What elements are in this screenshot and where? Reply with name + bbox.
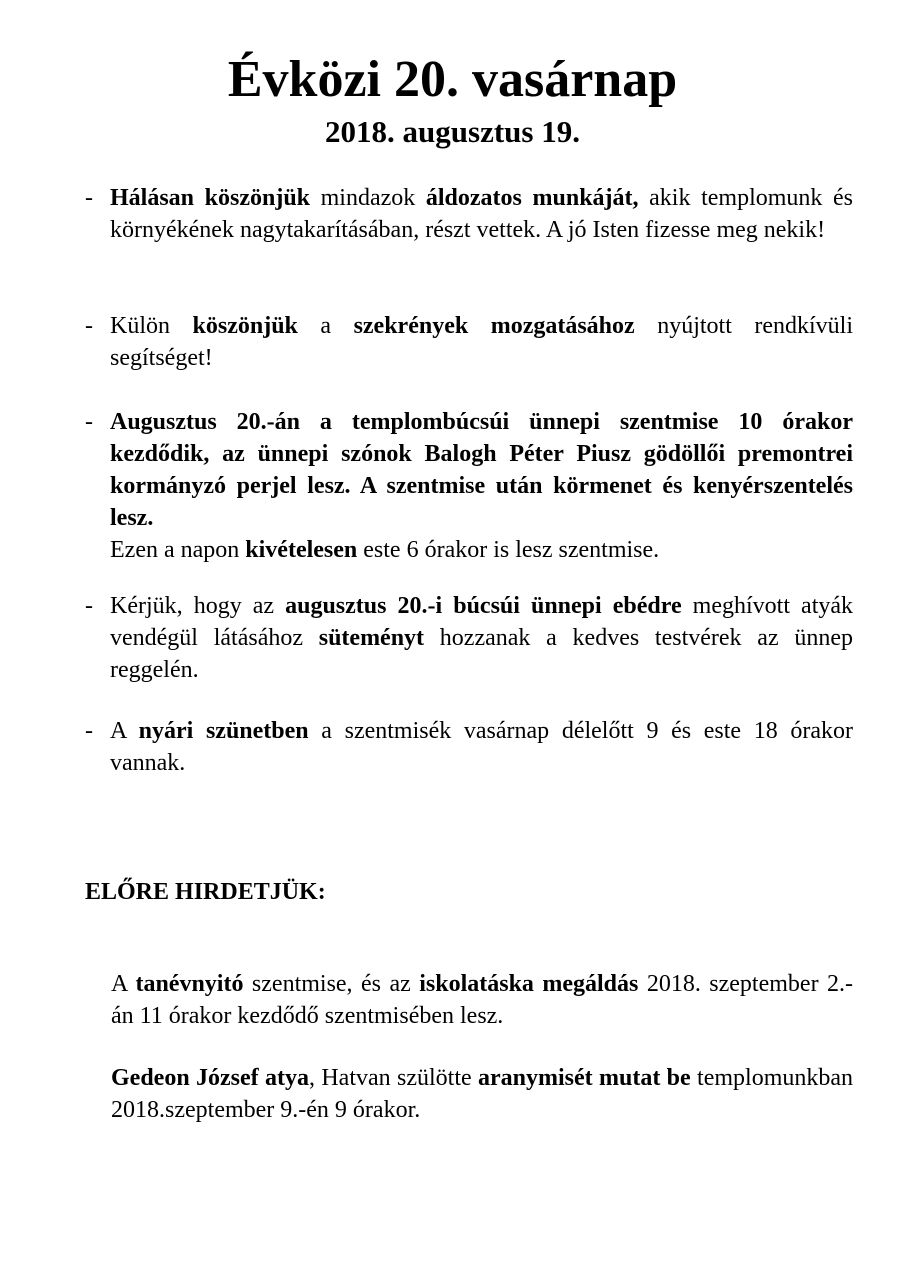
bold-text-run: nyári szünetben bbox=[138, 718, 309, 744]
announcement-item-summer-schedule bbox=[85, 715, 853, 779]
announcement-item-thanks-cabinets bbox=[85, 310, 853, 374]
text-run: 2018. szeptember 2.-án 11 órakor kezdődő szentmisében lesz. bbox=[111, 971, 853, 1029]
bold-text-run: Hálásan köszönjük bbox=[110, 185, 311, 211]
bold-text-run: iskolatáska megáldás bbox=[419, 971, 639, 997]
item-extra-line bbox=[110, 534, 853, 566]
bold-text-run: szekrények mozgatásához bbox=[353, 313, 635, 339]
text-run: a bbox=[297, 313, 354, 339]
page-date: 2018. augusztus 19. bbox=[325, 114, 580, 149]
text-run: , Hatvan szülötte bbox=[309, 1065, 479, 1091]
item-text bbox=[110, 590, 853, 686]
text-run: Külön bbox=[110, 313, 193, 339]
list-dash: - bbox=[85, 718, 93, 744]
page-title: Évközi 20. vasárnap bbox=[227, 51, 678, 108]
text-run: A bbox=[110, 718, 139, 744]
preannouncement-school-blessing bbox=[111, 968, 853, 1032]
bold-text-run: áldozatos munkáját, bbox=[425, 185, 639, 211]
bold-text-run: süteményt bbox=[318, 625, 425, 651]
list-dash: - bbox=[85, 593, 93, 619]
text-run: templomunkban 2018.szeptember 9.-én 9 órakor. bbox=[111, 1065, 854, 1123]
text-run: este 6 órakor is lesz szentmise. bbox=[357, 537, 660, 563]
bold-text-run: Augusztus 20.-án a templombúcsúi ünnepi szentmise 10 órakor kezdődik, az ünnepi szónok Balogh Péter Piusz gödöllői premontrei kormányzó perjel lesz. A szentmise után körmenet és kenyérszentelés lesz. bbox=[110, 409, 853, 531]
bold-text-run: köszönjük bbox=[192, 313, 298, 339]
bold-text-run: Gedeon József atya bbox=[111, 1065, 309, 1091]
bold-text-run: tanévnyitó bbox=[135, 971, 244, 997]
text-run: a szentmisék vasárnap délelőtt 9 és este 18 órakor vannak. bbox=[110, 718, 853, 776]
item-text bbox=[110, 310, 853, 374]
preannouncement-golden-mass bbox=[111, 1062, 853, 1126]
item-text bbox=[110, 406, 853, 566]
text-run: szentmise, és az bbox=[243, 971, 420, 997]
text-run: Ezen a napon bbox=[110, 537, 246, 563]
list-dash: - bbox=[85, 185, 93, 211]
list-dash: - bbox=[85, 409, 93, 435]
list-dash: - bbox=[85, 313, 93, 339]
text-run: akik templomunk és környékének nagytakarításában, részt vettek. A jó Isten fizesse meg nekik! bbox=[110, 185, 854, 243]
bold-text-run: augusztus 20.-i búcsúi ünnepi ebédre bbox=[285, 593, 682, 619]
text-run: mindazok bbox=[310, 185, 426, 211]
text-run: A bbox=[111, 971, 136, 997]
bold-text-run: aranymisét mutat be bbox=[478, 1065, 691, 1091]
announcement-item-pastries bbox=[85, 590, 853, 686]
announcement-item-thanks-cleaning bbox=[85, 182, 853, 246]
text-run: hozzanak a kedves testvérek az ünnep reggelén. bbox=[110, 625, 853, 683]
text-run: nyújtott rendkívüli segítséget! bbox=[110, 313, 854, 371]
item-text bbox=[110, 182, 853, 246]
bold-text-run: kivételesen bbox=[245, 537, 358, 563]
item-bold-text bbox=[110, 409, 853, 531]
announcement-item-feast-mass bbox=[85, 406, 853, 566]
text-run: Kérjük, hogy az bbox=[110, 593, 286, 619]
section-heading: ELŐRE HIRDETJÜK: bbox=[85, 879, 326, 905]
text-run: meghívott atyák vendégül látásához bbox=[110, 593, 854, 651]
item-text bbox=[110, 715, 853, 779]
